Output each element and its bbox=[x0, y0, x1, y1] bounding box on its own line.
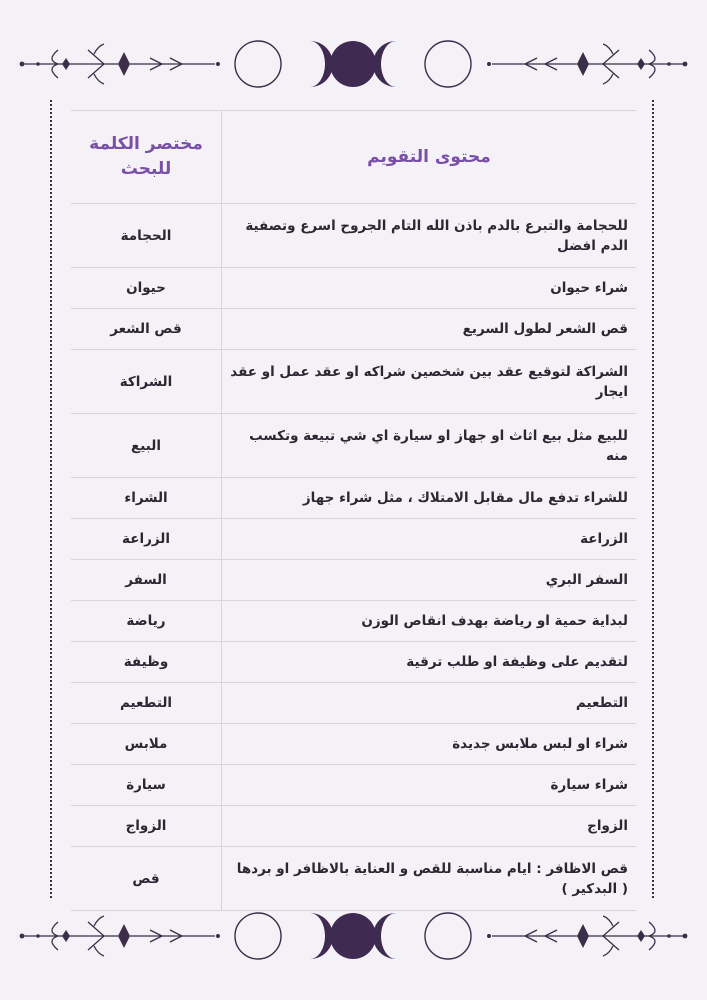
row-keyword: وظيفة bbox=[71, 642, 222, 683]
table-row bbox=[71, 683, 636, 724]
full-moon-icon bbox=[425, 41, 471, 87]
row-content: للحجامة والتبرع بالدم باذن الله التام الجروح اسرع وتصفية الدم افضل bbox=[222, 204, 637, 268]
row-content: قص الشعر لطول السريع bbox=[222, 309, 637, 350]
moon-phase-ornament-top bbox=[0, 32, 707, 96]
row-content: التطعيم bbox=[222, 683, 637, 724]
row-content: لبداية حمية او رياضة بهدف انقاص الوزن bbox=[222, 601, 637, 642]
row-keyword: السفر bbox=[71, 560, 222, 601]
table-row bbox=[71, 847, 636, 911]
full-moon-icon bbox=[425, 913, 471, 959]
row-content: شراء او لبس ملابس جديدة bbox=[222, 724, 637, 765]
waning-moon-icon bbox=[373, 41, 396, 87]
row-keyword: الشراكة bbox=[71, 350, 222, 414]
row-keyword: الشراء bbox=[71, 478, 222, 519]
table-row bbox=[71, 478, 636, 519]
table-row bbox=[71, 268, 636, 309]
row-content: للشراء تدفع مال مقابل الامتلاك ، مثل شراء جهاز bbox=[222, 478, 637, 519]
calendar-keywords-table bbox=[71, 110, 636, 911]
table-row bbox=[71, 350, 636, 414]
moon-phase-ornament-bottom bbox=[0, 904, 707, 968]
row-keyword: التطعيم bbox=[71, 683, 222, 724]
table-row bbox=[71, 806, 636, 847]
table-row bbox=[71, 204, 636, 268]
table-header-row bbox=[71, 111, 636, 204]
row-keyword: الزواج bbox=[71, 806, 222, 847]
waning-moon-icon bbox=[373, 913, 396, 959]
new-moon-icon bbox=[330, 913, 376, 959]
table-row bbox=[71, 765, 636, 806]
full-moon-icon bbox=[235, 913, 281, 959]
row-content: قص الاظافر : ايام مناسبة للقص و العناية بالاظافر او بردها ( البدكير ) bbox=[222, 847, 637, 911]
row-keyword: قص bbox=[71, 847, 222, 911]
row-content: السفر البري bbox=[222, 560, 637, 601]
row-content: للبيع مثل بيع اثاث او جهاز او سيارة اي شي تبيعة وتكسب منه bbox=[222, 414, 637, 478]
waxing-moon-icon bbox=[310, 913, 333, 959]
row-content: الشراكة لتوقيع عقد بين شخصين شراكه او عقد عمل او عقد ايجار bbox=[222, 350, 637, 414]
row-content: لتقديم على وظيفة او طلب ترقية bbox=[222, 642, 637, 683]
row-keyword: الحجامة bbox=[71, 204, 222, 268]
row-content: شراء سيارة bbox=[222, 765, 637, 806]
row-keyword: ملابس bbox=[71, 724, 222, 765]
header-content: محتوى التقويم bbox=[222, 111, 637, 204]
new-moon-icon bbox=[330, 41, 376, 87]
row-keyword: سيارة bbox=[71, 765, 222, 806]
row-keyword: البيع bbox=[71, 414, 222, 478]
row-keyword: حيوان bbox=[71, 268, 222, 309]
dotted-border-left bbox=[50, 100, 52, 898]
table-row bbox=[71, 601, 636, 642]
row-keyword: الزراعة bbox=[71, 519, 222, 560]
row-keyword: رياضة bbox=[71, 601, 222, 642]
table-row bbox=[71, 519, 636, 560]
row-content: الزراعة bbox=[222, 519, 637, 560]
row-keyword: قص الشعر bbox=[71, 309, 222, 350]
table-row bbox=[71, 642, 636, 683]
table-row bbox=[71, 414, 636, 478]
header-keyword: مختصر الكلمة للبحث bbox=[71, 111, 222, 204]
full-moon-icon bbox=[235, 41, 281, 87]
table-row bbox=[71, 724, 636, 765]
waxing-moon-icon bbox=[310, 41, 333, 87]
table-row bbox=[71, 560, 636, 601]
dotted-border-right bbox=[652, 100, 654, 898]
table-row bbox=[71, 309, 636, 350]
row-content: شراء حيوان bbox=[222, 268, 637, 309]
row-content: الزواج bbox=[222, 806, 637, 847]
